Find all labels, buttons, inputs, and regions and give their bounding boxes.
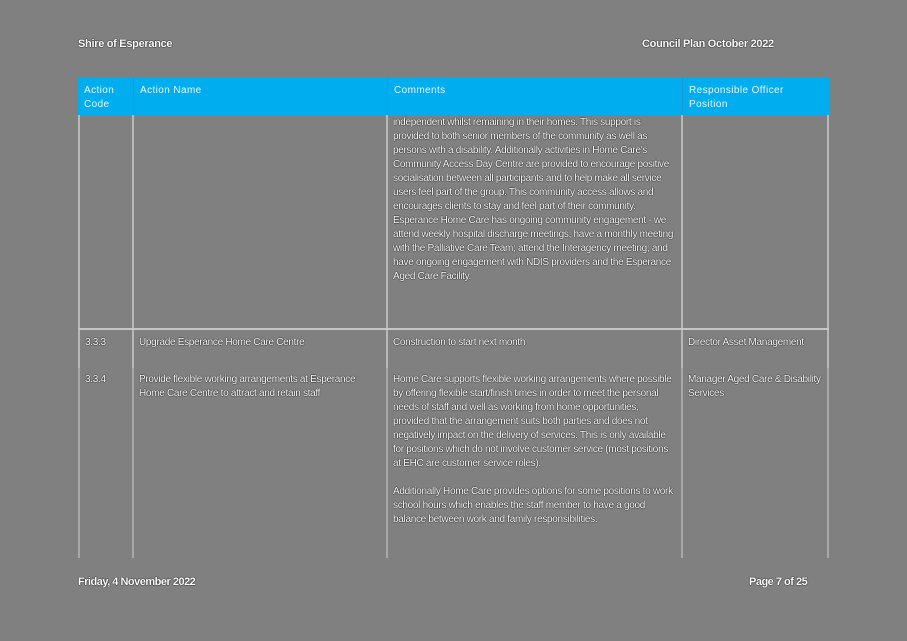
- column-header-responsible-officer: Responsible Officer Position: [689, 85, 784, 110]
- footer-date: Friday, 4 November 2022: [78, 576, 196, 588]
- page-number: Page 7 of 25: [749, 576, 808, 588]
- document-title: Council Plan October 2022: [642, 38, 774, 50]
- action-code-cell: 3.3.4: [78, 368, 134, 558]
- action-name-cell: [134, 115, 388, 328]
- comments-paragraph: independent whilst remaining in their homes. This support is provided to both senior members of the community as well as persons with a disability. Additionally activities in Home Care's Community Access Day Centre are provided to encourage positive socialisation between all participants and to help make all service users feel part of the group. This community access allows and encourages clients to stay and feel part of their community.: [393, 117, 669, 212]
- action-code-cell: 3.3.3: [78, 330, 134, 368]
- action-name-line: Provide flexible working arrangements at Esperance: [139, 374, 356, 385]
- comments-paragraph: Additionally Home Care provides options for some positions to work school hours which enables the staff member to have a good balance between work and family responsibilities.: [393, 486, 673, 525]
- action-name-cell: Upgrade Esperance Home Care Centre: [134, 330, 388, 368]
- column-header-action-name: Action Name: [134, 78, 388, 115]
- comments-cell: [388, 115, 683, 328]
- table-row: [78, 368, 829, 558]
- column-header-action-code: Action Code: [78, 78, 134, 115]
- table-header-row: [78, 78, 829, 115]
- action-name-cell: [134, 368, 388, 558]
- action-code-cell: [78, 115, 134, 328]
- table-row-continued: [78, 115, 829, 328]
- action-name-line: Home Care Centre to attract and retain staff: [139, 388, 321, 399]
- council-plan-table: [78, 78, 829, 558]
- paragraph-spacer: [393, 471, 676, 485]
- table-row: [78, 328, 829, 368]
- comments-paragraph: Esperance Home Care has ongoing community engagement - we attend weekly hospital discharge meetings; have a monthly meeting with the Palliative Care Team; attend the Interagency meeting; and have ongoing engagement with NDIS providers and the Esperance Aged Care Facility.: [393, 215, 674, 282]
- comments-cell: Construction to start next month: [388, 330, 683, 368]
- responsible-officer-cell: Manager Aged Care & Disability Services: [683, 368, 829, 558]
- comments-cell: [388, 368, 683, 558]
- organisation-name: Shire of Esperance: [78, 38, 173, 50]
- comments-paragraph: Home Care supports flexible working arrangements where possible by offering flexible start/finish times in order to meet the personal needs of staff and well as working from home opportunities, provided that the arrangement suits both parties and does not negatively impact on the delivery of services. This is only available for positions which do not involve customer service (most positions at EHC are customer service roles).: [393, 374, 672, 469]
- column-header-comments: Comments: [388, 78, 683, 115]
- responsible-officer-cell: [683, 115, 829, 328]
- responsible-officer-cell: Director Asset Management: [683, 330, 829, 368]
